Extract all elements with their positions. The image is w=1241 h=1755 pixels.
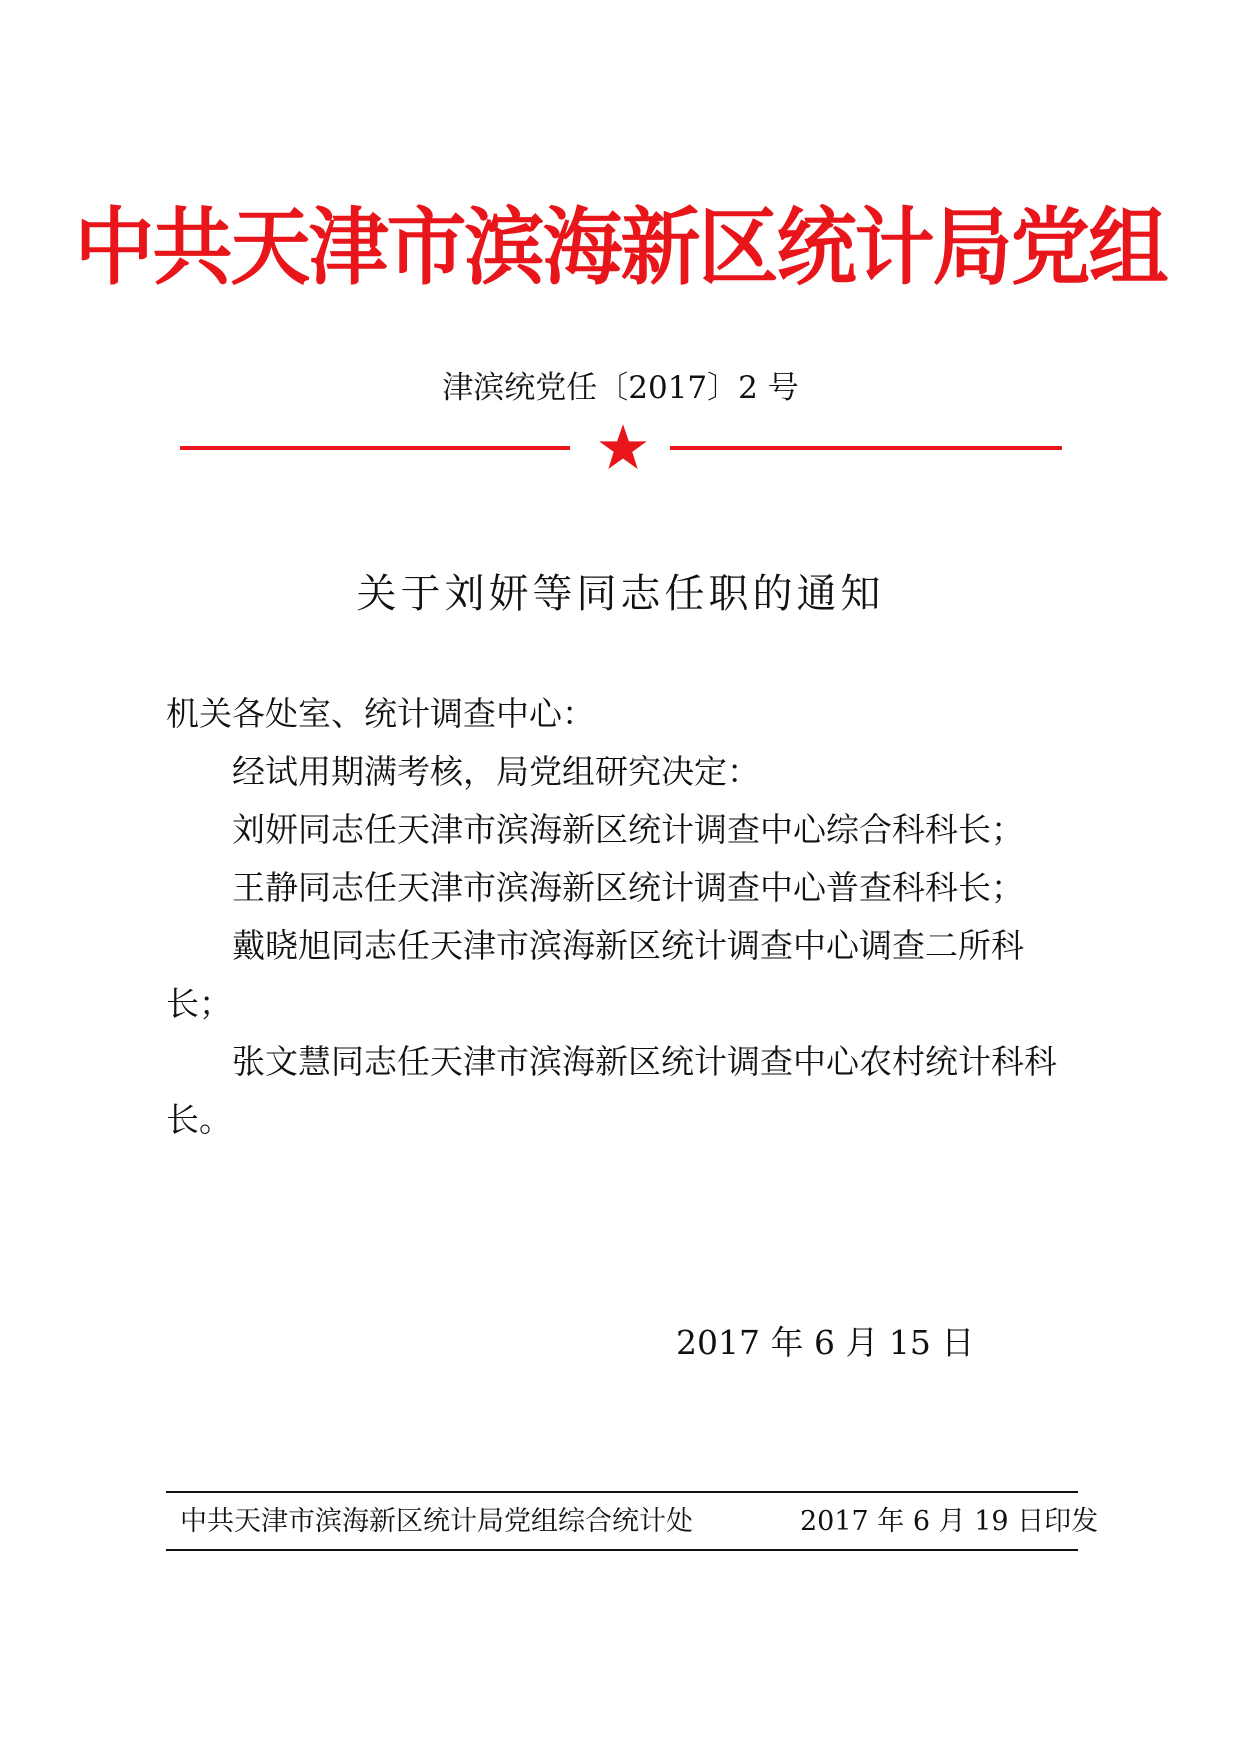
footer-divider-bottom [166, 1549, 1078, 1551]
masthead-title: 中共天津市滨海新区统计局党组 [74, 198, 1167, 297]
addressee: 机关各处室、统计调查中心： [166, 694, 595, 733]
red-star-icon [598, 423, 648, 471]
document-body [166, 685, 1086, 1149]
red-divider-right [670, 446, 1062, 450]
body-paragraph: 经试用期满考核，局党组研究决定： [232, 752, 760, 791]
document-title: 关于刘妍等同志任职的通知 [356, 571, 885, 617]
footer-divider-top [166, 1491, 1078, 1493]
footer-print-date: 2017 年 6 月 19 日印发 [800, 1506, 1099, 1537]
footer-issuer: 中共天津市滨海新区统计局党组综合统计处 [180, 1506, 693, 1537]
document-number: 津滨统党任〔2017〕2 号 [442, 370, 799, 406]
body-paragraph: 刘妍同志任天津市滨海新区统计调查中心综合科科长； [232, 810, 1024, 849]
signature-date: 2017 年 6 月 15 日 [676, 1323, 975, 1362]
red-divider-left [180, 446, 570, 450]
body-paragraph: 张文慧同志任天津市滨海新区统计调查中心农村统计科科长。 [166, 1042, 1057, 1139]
body-paragraph: 王静同志任天津市滨海新区统计调查中心普查科科长； [232, 868, 1024, 907]
body-paragraph: 戴晓旭同志任天津市滨海新区统计调查中心调查二所科长； [166, 926, 1024, 1023]
